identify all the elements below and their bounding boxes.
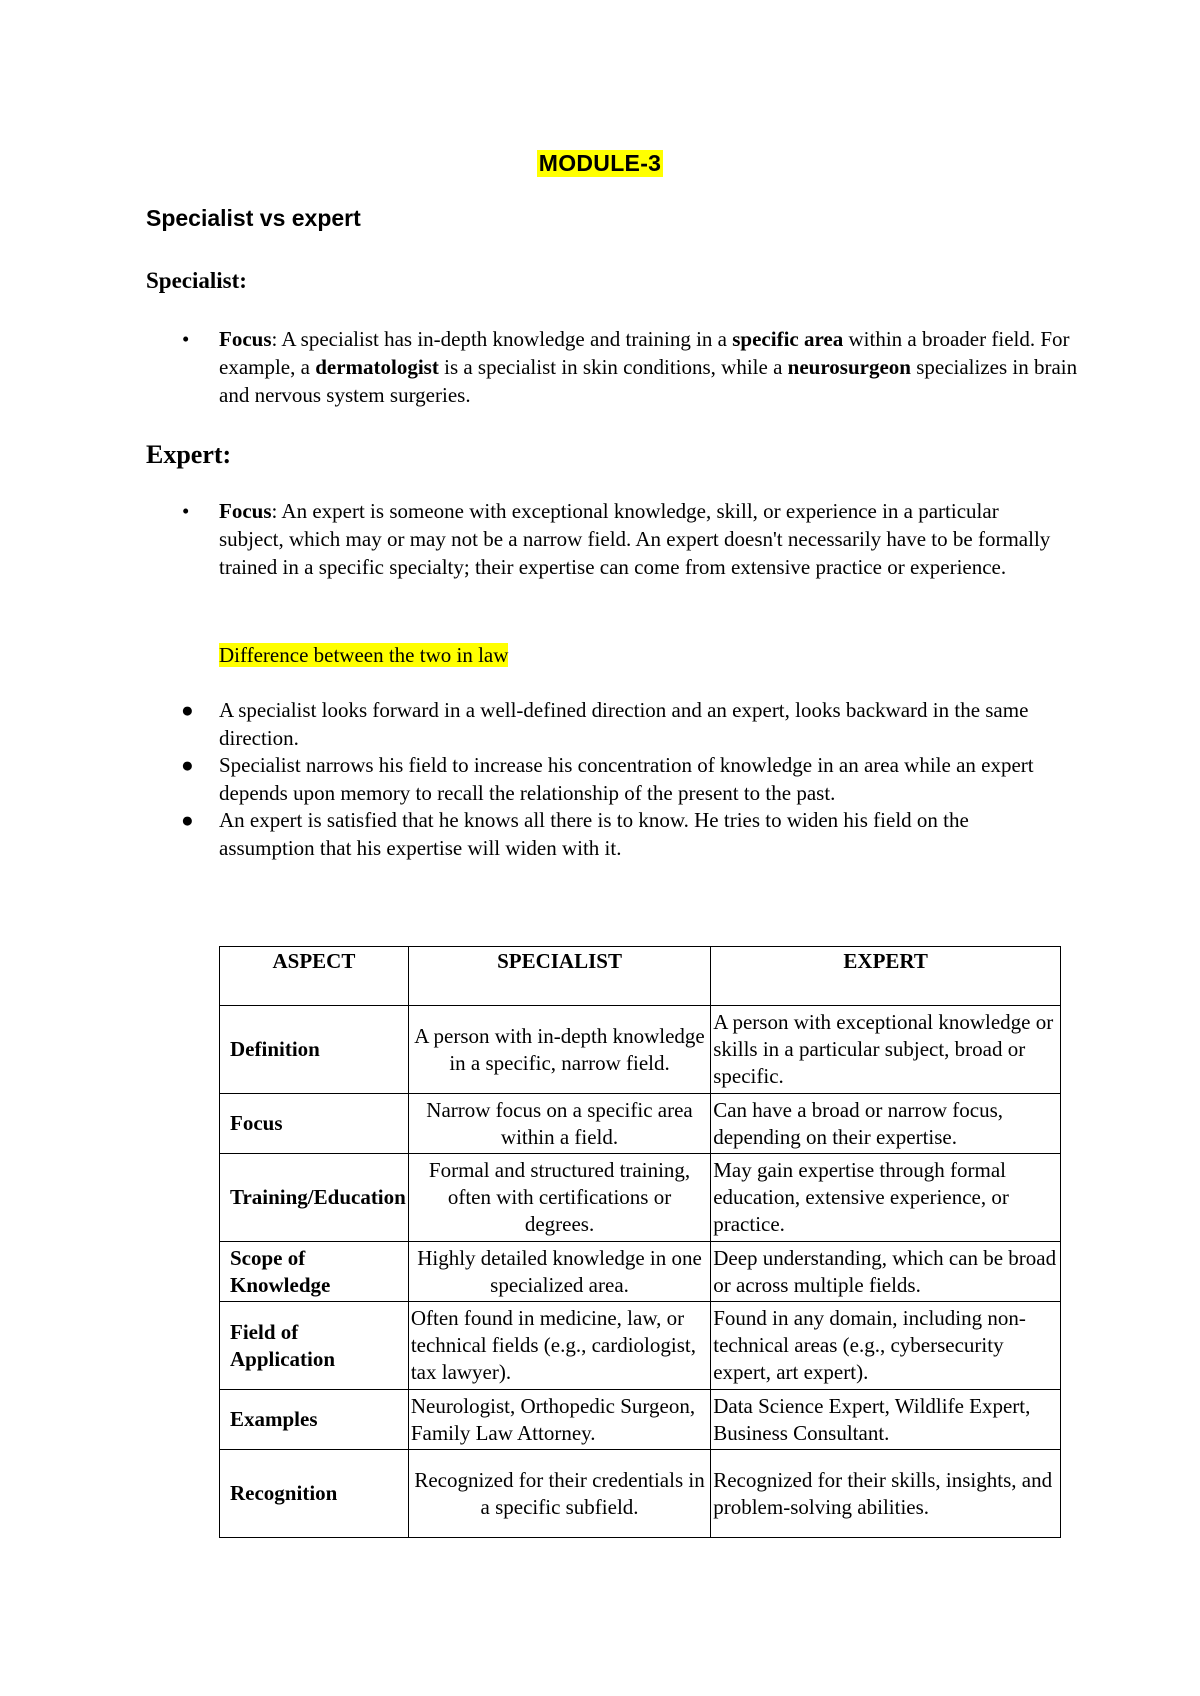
text-segment: is a specialist in skin conditions, while a: [438, 355, 788, 379]
aspect-cell: Definition: [220, 1006, 409, 1094]
list-item: [146, 752, 1146, 807]
bullet-icon: ●: [181, 753, 194, 777]
bullet-icon: ●: [181, 698, 194, 722]
table-row: [220, 1154, 1061, 1242]
expert-cell: Deep understanding, which can be broad or across multiple fields.: [711, 1242, 1061, 1302]
aspect-cell: Scope of Knowledge: [220, 1242, 409, 1302]
table-row: [220, 1302, 1061, 1390]
law-heading-container: [219, 641, 508, 669]
header-aspect: ASPECT: [220, 947, 409, 1006]
specialist-cell: Narrow focus on a specific area within a field.: [408, 1094, 710, 1154]
comparison-table: [219, 946, 1061, 1538]
expert-cell: Found in any domain, including non-technical areas (e.g., cybersecurity expert, art expert).: [711, 1302, 1061, 1390]
specialist-focus-text: [219, 325, 1089, 409]
expert-cell: May gain expertise through formal education, extensive experience, or practice.: [711, 1154, 1061, 1242]
specialist-cell: Often found in medicine, law, or technical fields (e.g., cardiologist, tax lawyer).: [408, 1302, 710, 1390]
specialist-cell: Highly detailed knowledge in one specialized area.: [408, 1242, 710, 1302]
table-row: [220, 1094, 1061, 1154]
expert-cell: A person with exceptional knowledge or skills in a particular subject, broad or specific.: [711, 1006, 1061, 1094]
expert-focus-text: [219, 497, 1064, 581]
bold-term: neurosurgeon: [787, 355, 911, 379]
law-point-text: Specialist narrows his field to increase his concentration of knowledge in an area while an expert depends upon memory to recall the relationship of the present to the past.: [219, 753, 1034, 805]
text-segment: : A specialist has in-depth knowledge and training in a: [271, 327, 733, 351]
table-row: [220, 1450, 1061, 1538]
expert-cell: Can have a broad or narrow focus, depending on their expertise.: [711, 1094, 1061, 1154]
specialist-heading: Specialist:: [146, 268, 247, 293]
text-segment: within a broader field. For example, a: [219, 327, 1070, 379]
law-point-text: An expert is satisfied that he knows all there is to know. He tries to widen his field on the assumption that his expertise will widen with it.: [219, 808, 969, 860]
text-segment: specializes in brain and nervous system surgeries.: [219, 355, 1078, 407]
specialist-cell: Recognized for their credentials in a specific subfield.: [408, 1450, 710, 1538]
subtitle: Specialist vs expert: [146, 205, 361, 231]
bullet-icon: •: [182, 499, 190, 523]
law-heading: Difference between the two in law: [219, 643, 509, 667]
table-header-row: [220, 947, 1061, 1006]
header-expert: EXPERT: [711, 947, 1061, 1006]
list-item: [146, 697, 1146, 752]
module-title: MODULE-3: [538, 150, 662, 176]
bullet-icon: •: [182, 327, 190, 351]
list-item: [146, 807, 1146, 862]
table-row: [220, 1390, 1061, 1450]
specialist-cell: Formal and structured training, often with certifications or degrees.: [408, 1154, 710, 1242]
specialist-cell: Neurologist, Orthopedic Surgeon, Family Law Attorney.: [408, 1390, 710, 1450]
header-specialist: SPECIALIST: [408, 947, 710, 1006]
focus-label: Focus: [219, 327, 272, 351]
expert-heading: Expert:: [146, 440, 232, 469]
bold-term: dermatologist: [315, 355, 439, 379]
bullet-icon: ●: [181, 808, 194, 832]
law-points-list: [146, 697, 1146, 862]
aspect-cell: Field of Application: [220, 1302, 409, 1390]
specialist-cell: A person with in-depth knowledge in a specific, narrow field.: [408, 1006, 710, 1094]
law-point-text: A specialist looks forward in a well-defined direction and an expert, looks backward in the same direction.: [219, 698, 1029, 750]
aspect-cell: Training/Education: [220, 1154, 409, 1242]
expert-cell: Recognized for their skills, insights, and problem-solving abilities.: [711, 1450, 1061, 1538]
text-segment: : An expert is someone with exceptional knowledge, skill, or experience in a particular subject, which may or may not be a narrow field. An expert doesn't necessarily have to be formally trained in a specific specialty; their expertise can come from extensive practice or experience.: [219, 499, 1051, 579]
table-row: [220, 1242, 1061, 1302]
title-container: [0, 150, 1200, 177]
aspect-cell: Examples: [220, 1390, 409, 1450]
table-row: [220, 1006, 1061, 1094]
expert-cell: Data Science Expert, Wildlife Expert, Business Consultant.: [711, 1390, 1061, 1450]
aspect-cell: Recognition: [220, 1450, 409, 1538]
focus-label: Focus: [219, 499, 272, 523]
aspect-cell: Focus: [220, 1094, 409, 1154]
bold-term: specific area: [732, 327, 844, 351]
